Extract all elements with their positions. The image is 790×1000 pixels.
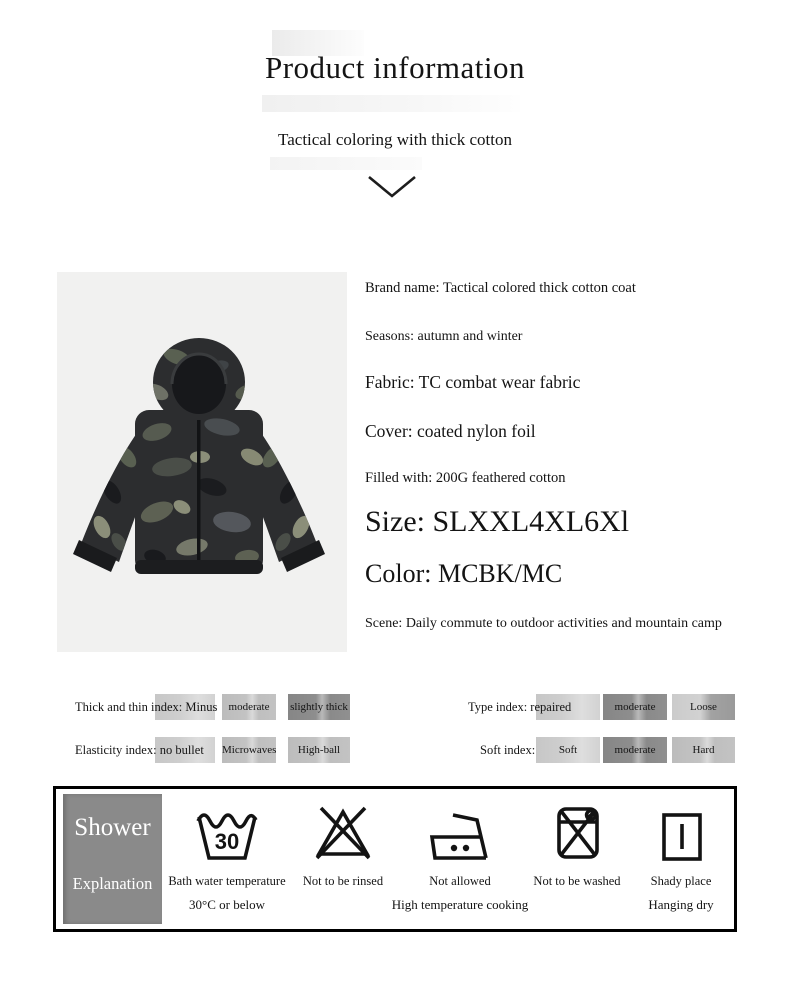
page-title: Product information bbox=[264, 50, 526, 85]
index-option-box: Hard bbox=[672, 737, 735, 763]
index-label: Soft index: bbox=[480, 743, 536, 757]
camouflage-jacket-image bbox=[57, 272, 347, 652]
title-highlight-band bbox=[262, 95, 520, 112]
care-item-sublabel: High temperature cooking bbox=[391, 897, 529, 912]
care-item-sublabel: Hanging dry bbox=[648, 897, 714, 912]
detail-scene: Scene: Daily commute to outdoor activities and mountain camp bbox=[365, 616, 722, 631]
index-label: Thick and thin index: Minus bbox=[75, 700, 218, 714]
index-option-box: High-ball bbox=[288, 737, 350, 763]
index-option-box: Soft bbox=[536, 737, 600, 763]
chevron-down-icon bbox=[366, 174, 418, 205]
index-option-box-selected: moderate bbox=[603, 737, 667, 763]
index-label: Type index: repaired bbox=[468, 700, 572, 714]
subtitle-highlight-band bbox=[270, 157, 422, 170]
index-label: Elasticity index: no bullet bbox=[75, 743, 204, 757]
shade-dry-icon bbox=[601, 793, 761, 865]
index-row-elasticity bbox=[57, 737, 357, 763]
index-option-box: Loose bbox=[672, 694, 735, 720]
care-item-label: Not to be washed bbox=[533, 874, 621, 888]
svg-text:30: 30 bbox=[214, 829, 240, 854]
care-item-shade-dry bbox=[601, 793, 761, 913]
care-item-sublabel: 30°C or below bbox=[189, 897, 265, 912]
product-details bbox=[363, 272, 778, 652]
detail-filling: Filled with: 200G feathered cotton bbox=[365, 470, 566, 486]
index-option-box-selected: moderate bbox=[603, 694, 667, 720]
index-option-box: moderate bbox=[222, 694, 276, 720]
detail-seasons: Seasons: autumn and winter bbox=[365, 329, 523, 344]
detail-brand-name: Brand name: Tactical colored thick cotton coat bbox=[365, 280, 636, 296]
index-option-box-selected: slightly thick bbox=[288, 694, 350, 720]
product-photo-panel bbox=[57, 272, 347, 652]
detail-fabric: Fabric: TC combat wear fabric bbox=[365, 372, 581, 392]
care-item-label: Bath water temperature bbox=[168, 874, 286, 888]
care-title-line2: Explanation bbox=[72, 874, 153, 893]
index-row-type bbox=[430, 694, 740, 720]
detail-cover: Cover: coated nylon foil bbox=[365, 421, 536, 441]
detail-size: Size: SLXXL4XL6Xl bbox=[365, 505, 630, 538]
care-item-label: Not to be rinsed bbox=[302, 874, 384, 888]
index-row-thickness bbox=[57, 694, 357, 720]
detail-color: Color: MCBK/MC bbox=[365, 559, 563, 588]
care-item-label: Shady place bbox=[650, 874, 712, 888]
page-subtitle: Tactical coloring with thick cotton bbox=[278, 130, 512, 149]
care-instructions-box bbox=[53, 786, 737, 932]
care-item-label: Not allowed bbox=[429, 874, 491, 888]
index-row-softness bbox=[430, 737, 740, 763]
index-option-box: Microwaves bbox=[222, 737, 276, 763]
care-title-line1: Shower bbox=[74, 814, 151, 841]
